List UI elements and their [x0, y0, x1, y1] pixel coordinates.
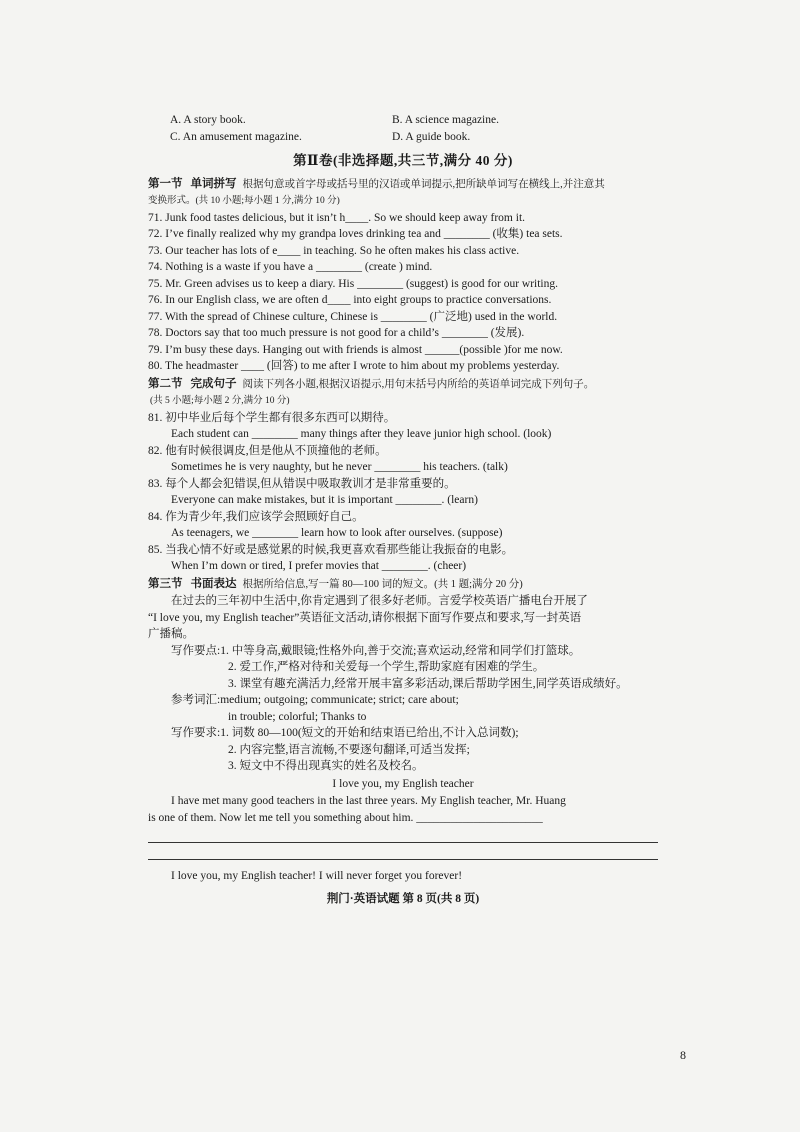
option-d: D. A guide book.: [392, 130, 471, 143]
section3-name: 书面表达: [190, 577, 237, 590]
section1-desc: 根据句意或首字母或括号里的汉语或单词提示,把所缺单词写在横线上,并注意其: [242, 178, 605, 190]
exam-sheet: [148, 112, 658, 907]
question-84-en: As teenagers, we ________ learn how to look after ourselves. (suppose): [171, 527, 503, 539]
section2-desc: 阅读下列各小题,根据汉语提示,用句末括号内所给的英语单词完成下列句子。: [242, 378, 595, 390]
question-82-cn: 82. 他有时候很调皮,但是他从不顶撞他的老师。: [148, 444, 387, 457]
question-78: 78. Doctors say that too much pressure is not good for a child’s ________ (发展).: [148, 327, 525, 339]
question-76: 76. In our English class, we are often d____ into eight groups to practice conversations.: [148, 294, 552, 306]
question-85-cn: 85. 当我心情不好或是感觉累的时候,我更喜欢看那些能让我振奋的电影。: [148, 543, 514, 556]
writing-req-2: 2. 内容完整,语言流畅,不要逐句翻译,可适当发挥;: [228, 743, 470, 756]
page-number: 8: [680, 1048, 686, 1062]
writing-intro-2: “I love you, my English teacher”英语征文活动,请你根据下面写作要点和要求,写一封英语: [148, 611, 582, 624]
section1-number: 第一节: [148, 177, 183, 190]
essay-start-2: is one of them. Now let me tell you something about him. ______________________: [148, 811, 543, 824]
question-82-en: Sometimes he is very naughty, but he never ________ his teachers. (talk): [171, 461, 508, 473]
writing-point-2: 2. 爱工作,严格对待和关爱每一个学生,帮助家庭有困难的学生。: [228, 661, 545, 673]
section2-number: 第二节: [148, 377, 183, 390]
option-c: C. An amusement magazine.: [170, 130, 302, 143]
question-85-en: When I’m down or tired, I prefer movies that ________. (cheer): [171, 560, 467, 572]
essay-end: I love you, my English teacher! I will never forget you forever!: [171, 870, 463, 882]
question-71: 71. Junk food tastes delicious, but it isn’t h____. So we should keep away from it.: [148, 211, 526, 224]
question-83-cn: 83. 每个人都会犯错误,但从错误中吸取教训才是非常重要的。: [148, 477, 456, 490]
answer-options: [148, 112, 658, 145]
answer-line-1[interactable]: [148, 826, 658, 843]
option-b: B. A science magazine.: [392, 114, 499, 126]
section2-desc2: (共 5 小题;每小题 2 分,满分 10 分): [150, 396, 290, 406]
question-72: 72. I’ve finally realized why my grandpa loves drinking tea and ________ (收集) tea sets.: [148, 228, 563, 240]
writing-req-1: 写作要求:1. 词数 80—100(短文的开始和结束语已给出,不计入总词数);: [171, 727, 519, 739]
option-a: A. A story book.: [170, 114, 246, 126]
question-80: 80. The headmaster ____ (回答) to me after I wrote to him about my problems yesterday.: [148, 360, 560, 372]
section1-name: 单词拼写: [190, 177, 237, 190]
question-81-en: Each student can ________ many things after they leave junior high school. (look): [171, 428, 552, 440]
section3-desc: 根据所给信息,写一篇 80—100 词的短文。(共 1 题;满分 20 分): [242, 578, 523, 590]
section3-header: [148, 576, 658, 594]
question-77: 77. With the spread of Chinese culture, Chinese is ________ (广泛地) used in the world.: [148, 310, 558, 323]
writing-intro-1: 在过去的三年初中生活中,你肯定遇到了很多好老师。言爱学校英语广播电台开展了: [171, 595, 588, 607]
question-83-en: Everyone can make mistakes, but it is important ________. (learn): [171, 494, 478, 506]
question-79: 79. I’m busy these days. Hanging out with friends is almost ______(possible )for me now.: [148, 343, 563, 356]
page-footer: 荆门·英语试题 第 8 页(共 8 页): [326, 892, 480, 905]
writing-req-3: 3. 短文中不得出现真实的姓名及校名。: [228, 760, 424, 772]
essay-title: I love you, my English teacher: [332, 777, 474, 790]
writing-point-1: 写作要点:1. 中等身高,戴眼镜;性格外向,善于交流;喜欢运动,经常和同学们打篮球。: [171, 644, 581, 657]
section3-number: 第三节: [148, 577, 183, 590]
section2-name: 完成句子: [190, 377, 237, 390]
essay-start-1: I have met many good teachers in the last three years. My English teacher, Mr. Huang: [171, 795, 566, 807]
question-74: 74. Nothing is a waste if you have a ________ (create ) mind.: [148, 261, 433, 273]
section2-items: [148, 410, 658, 575]
question-84-cn: 84. 作为青少年,我们应该学会照顾好自己。: [148, 510, 364, 523]
question-73: 73. Our teacher has lots of e____ in teaching. So he often makes his class active.: [148, 244, 520, 257]
writing-intro-3: 广播稿。: [148, 628, 194, 640]
section1-header: [148, 176, 658, 194]
part2-title: 第Ⅱ卷(非选择题,共三节,满分 40 分): [293, 153, 513, 168]
question-75: 75. Mr. Green advises us to keep a diary. His ________ (suggest) is good for our writing.: [148, 277, 558, 290]
reference-vocab-2: in trouble; colorful; Thanks to: [228, 710, 367, 723]
answer-line-2[interactable]: [148, 843, 658, 860]
section1-items: [148, 210, 658, 375]
reference-vocab-1: 参考词汇:medium; outgoing; communicate; strict; care about;: [171, 694, 459, 706]
section1-desc2: 变换形式。(共 10 小题;每小题 1 分,满分 10 分): [148, 196, 340, 206]
question-81-cn: 81. 初中毕业后每个学生都有很多东西可以期待。: [148, 411, 396, 424]
section2-header: [148, 376, 658, 394]
writing-point-3: 3. 课堂有趣充满活力,经常开展丰富多彩活动,课后帮助学困生,同学英语成绩好。: [228, 677, 628, 690]
